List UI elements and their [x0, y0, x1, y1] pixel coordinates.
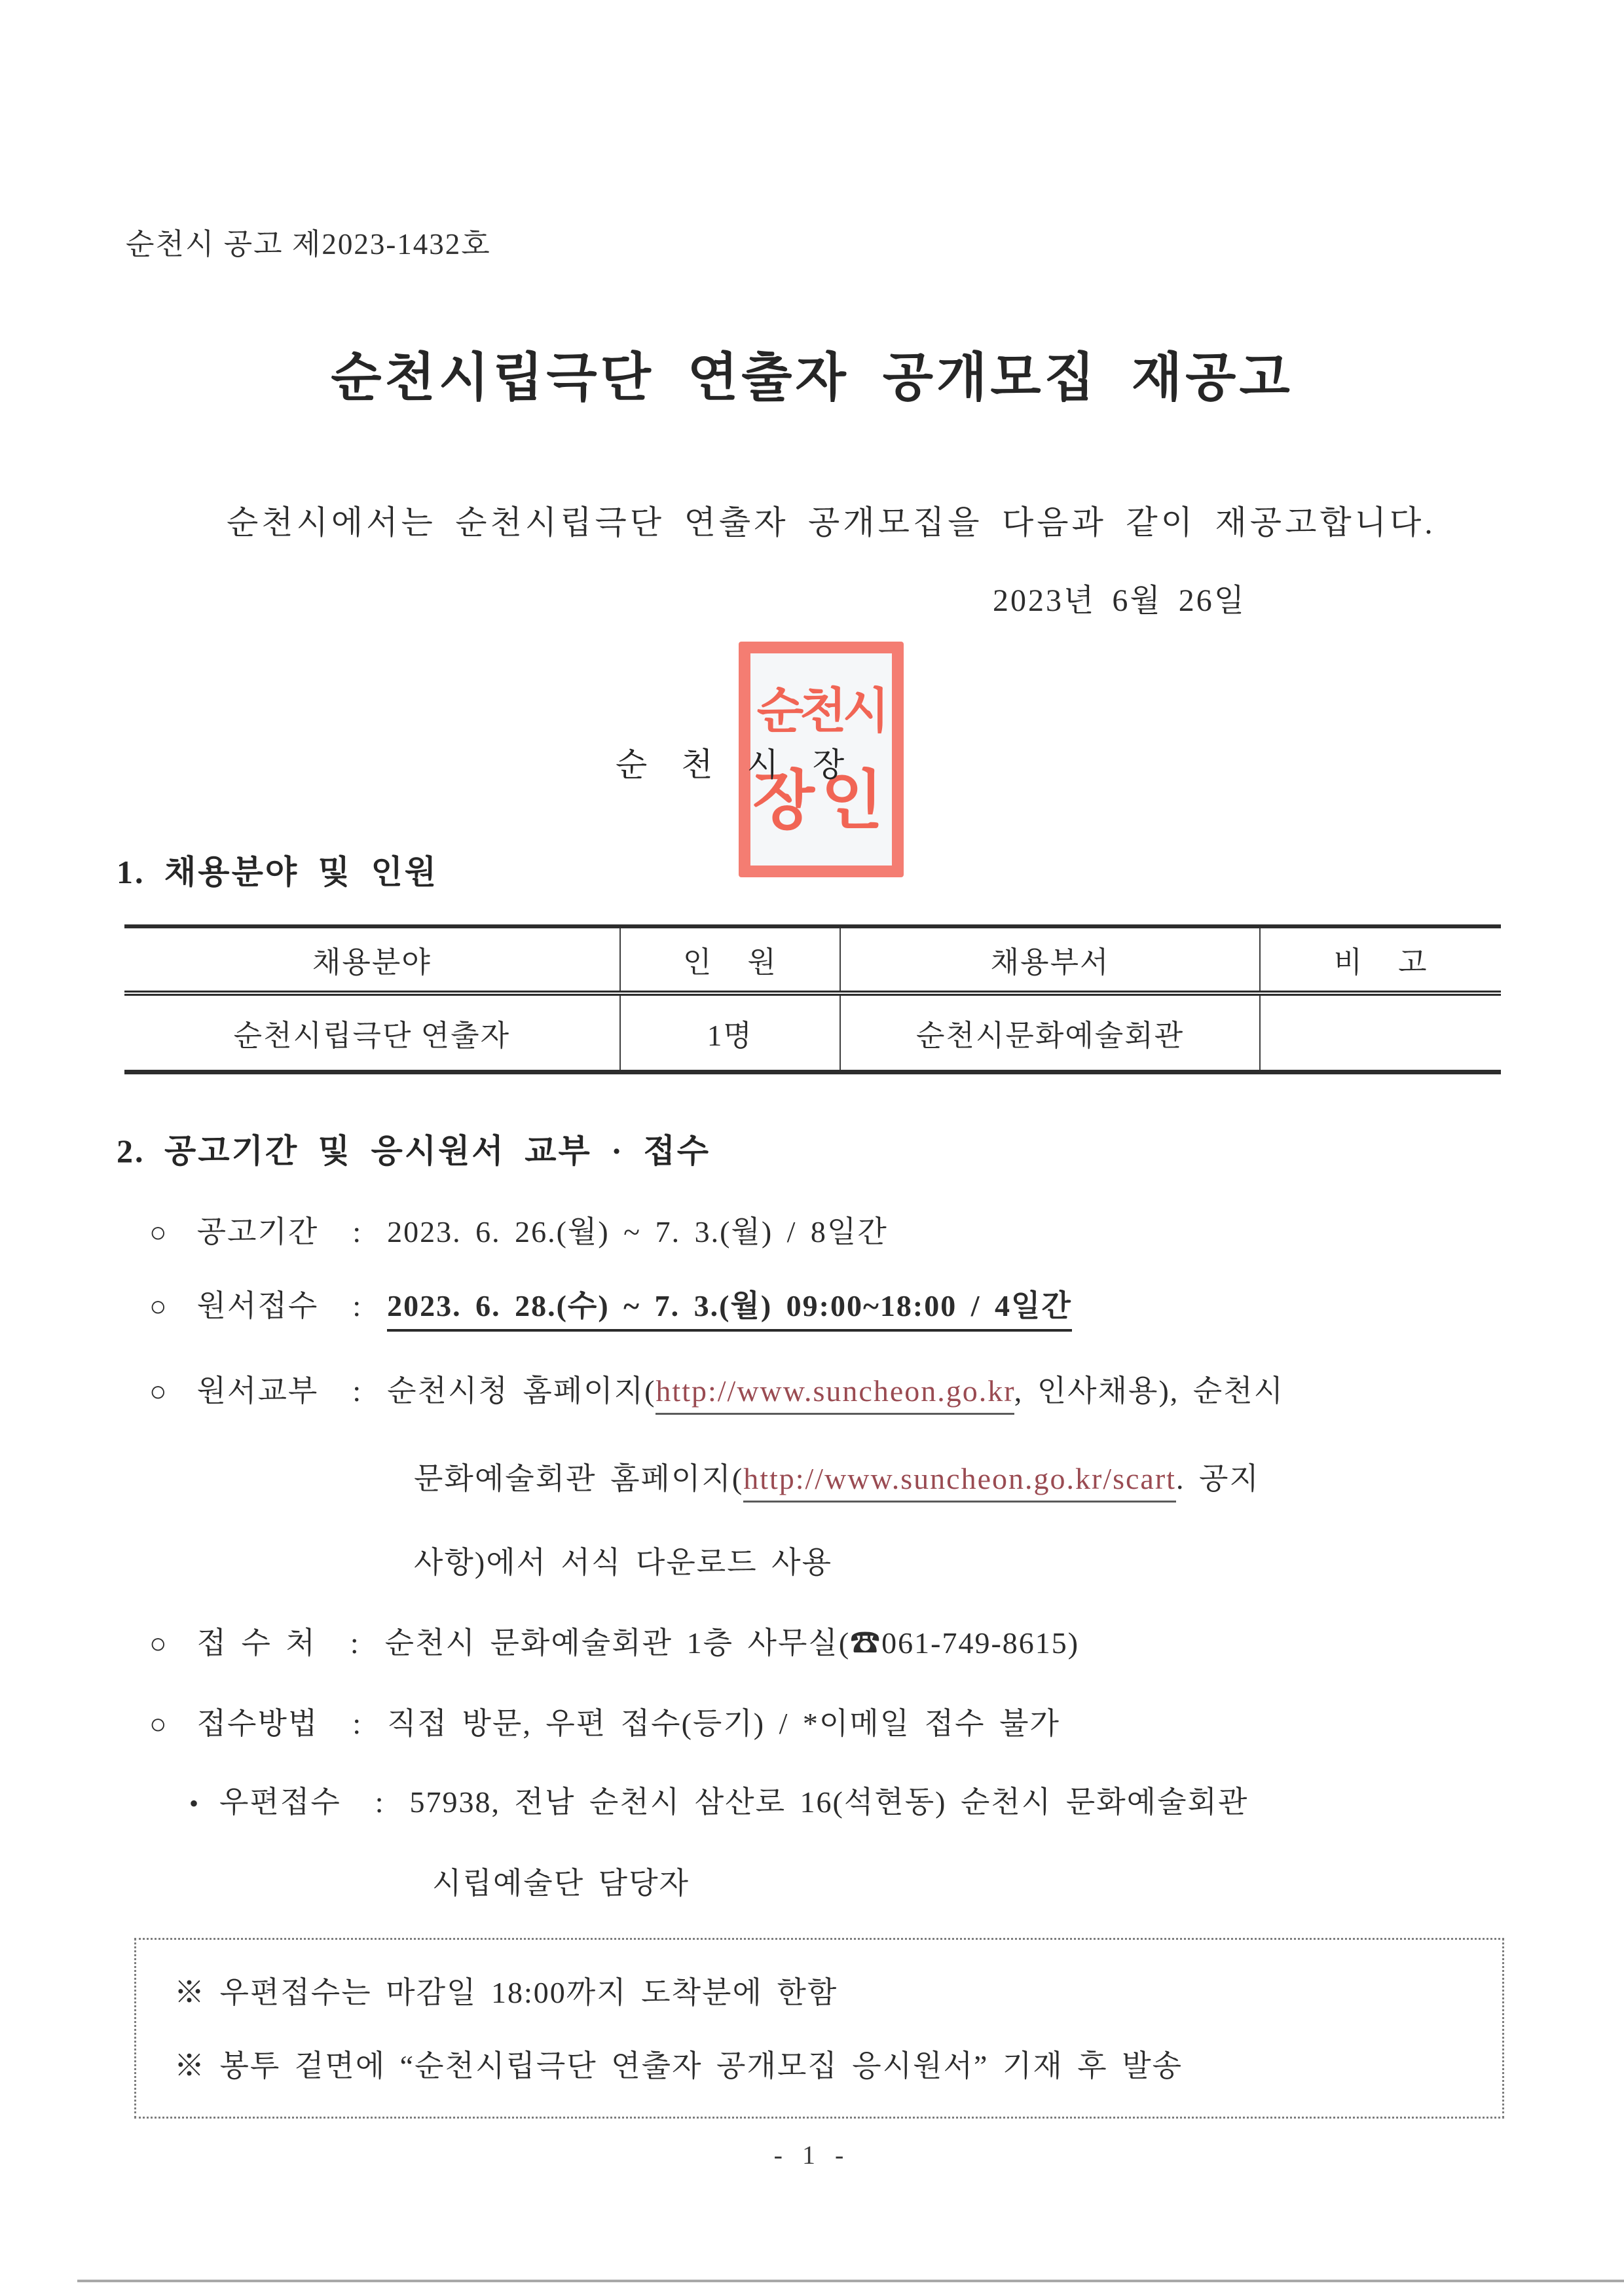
bullet-form-distribution: ○ 원서교부 : 순천시청 홈페이지(http://www.suncheon.go.kr, 인사채용), 순천시 [149, 1367, 1284, 1410]
bullet-label: 원서교부 [196, 1374, 319, 1408]
bullet-application-receipt: ○ 원서접수 : 2023. 6. 28.(수) ~ 7. 3.(월) 09:00~18:00 / 4일간 [149, 1282, 1072, 1325]
notice-line-envelope: ※ 봉투 겉면에 “순천시립극단 연출자 공개모집 응시원서” 기재 후 발송 [174, 2049, 1183, 2083]
table-cell-department: 순천시문화예술회관 [840, 993, 1260, 1072]
table-header-count: 인 원 [620, 926, 840, 993]
bullet-value: . 공지 [1175, 1462, 1260, 1495]
announcement-date: 2023년 6월 26일 [993, 583, 1247, 618]
table-cell-field: 순천시립극단 연출자 [124, 993, 620, 1072]
table-cell-note [1260, 993, 1501, 1072]
bullet-submission-method: ○ 접수방법 : 직접 방문, 우편 접수(등기) / *이메일 접수 불가 [149, 1707, 1060, 1740]
signer-title: 순천시장 [616, 746, 879, 783]
seal-text-top: 순천시 [756, 683, 886, 738]
mail-submission-line2: 시립예술단 담당자 [432, 1867, 690, 1900]
bullet-label: 공고기간 [196, 1215, 319, 1248]
section1-heading: 1. 채용분야 및 인원 [117, 854, 439, 890]
bullet-announcement-period: ○ 공고기간 : 2023. 6. 26.(월) ~ 7. 3.(월) / 8일간 [149, 1215, 888, 1248]
table-header-note: 비 고 [1260, 926, 1501, 993]
sub-bullet-mail-submission: • 우편접수 : 57938, 전남 순천시 삼산로 16(석현동) 순천시 문화예술회관 [189, 1785, 1249, 1819]
circle-bullet-icon: ○ [149, 1290, 168, 1322]
table-row [124, 993, 1501, 1072]
intro-paragraph: 순천시에서는 순천시립극단 연출자 공개모집을 다음과 같이 재공고합니다. [227, 504, 1436, 541]
bullet-label: 원서접수 [196, 1289, 319, 1322]
notice-line-deadline: ※ 우편접수는 마감일 18:00까지 도착분에 한함 [174, 1976, 838, 2009]
dot-bullet-icon: • [189, 1789, 200, 1818]
bullet-value: 직접 방문, 우편 접수(등기) / *이메일 접수 불가 [387, 1707, 1060, 1740]
page-number: - 1 - [773, 2140, 851, 2170]
bullet-value: , 인사채용), 순천시 [1014, 1374, 1285, 1408]
circle-bullet-icon: ○ [149, 1708, 168, 1740]
scan-artifact-line [77, 2280, 1624, 2282]
notice-box [134, 1938, 1504, 2119]
city-hall-url: http://www.suncheon.go.kr [655, 1374, 1014, 1415]
table-header-row [124, 926, 1501, 993]
table-header-department: 채용부서 [840, 926, 1260, 993]
circle-bullet-icon: ○ [149, 1628, 168, 1660]
bullet-label: 우편접수 [219, 1785, 341, 1819]
table-header-field: 채용분야 [124, 926, 620, 993]
form-distribution-line3: 사항)에서 서식 다운로드 사용 [414, 1546, 833, 1579]
bullet-value: 순천시청 홈페이지( [387, 1374, 656, 1408]
form-distribution-line2 [414, 1455, 1260, 1498]
bullet-value: 순천시 문화예술회관 1층 사무실(☎061-749-8615) [384, 1626, 1080, 1660]
circle-bullet-icon: ○ [149, 1376, 168, 1408]
arts-center-url: http://www.suncheon.go.kr/scart [743, 1462, 1176, 1503]
bullet-label: 접수방법 [196, 1707, 319, 1740]
seal-text-bottom: 장인 [752, 764, 890, 837]
bullet-submission-place: ○ 접 수 처 : 순천시 문화예술회관 1층 사무실(☎061-749-8615) [149, 1626, 1080, 1660]
bullet-label: 접 수 처 [196, 1626, 316, 1660]
page-title: 순천시립극단 연출자 공개모집 재공고 [331, 350, 1293, 407]
bullet-value: 2023. 6. 26.(월) ~ 7. 3.(월) / 8일간 [387, 1215, 888, 1248]
bullet-value: 57938, 전남 순천시 삼산로 16(석현동) 순천시 문화예술회관 [409, 1785, 1249, 1819]
table-cell-count: 1명 [620, 993, 840, 1072]
bullet-value-emphasized: 2023. 6. 28.(수) ~ 7. 3.(월) 09:00~18:00 / 4일간 [387, 1289, 1072, 1332]
document-number: 순천시 공고 제2023-1432호 [126, 228, 491, 261]
bullet-value: 문화예술회관 홈페이지( [414, 1462, 744, 1495]
recruitment-table [124, 924, 1501, 1074]
circle-bullet-icon: ○ [149, 1216, 168, 1248]
section2-heading: 2. 공고기간 및 응시원서 교부 · 접수 [117, 1133, 711, 1169]
